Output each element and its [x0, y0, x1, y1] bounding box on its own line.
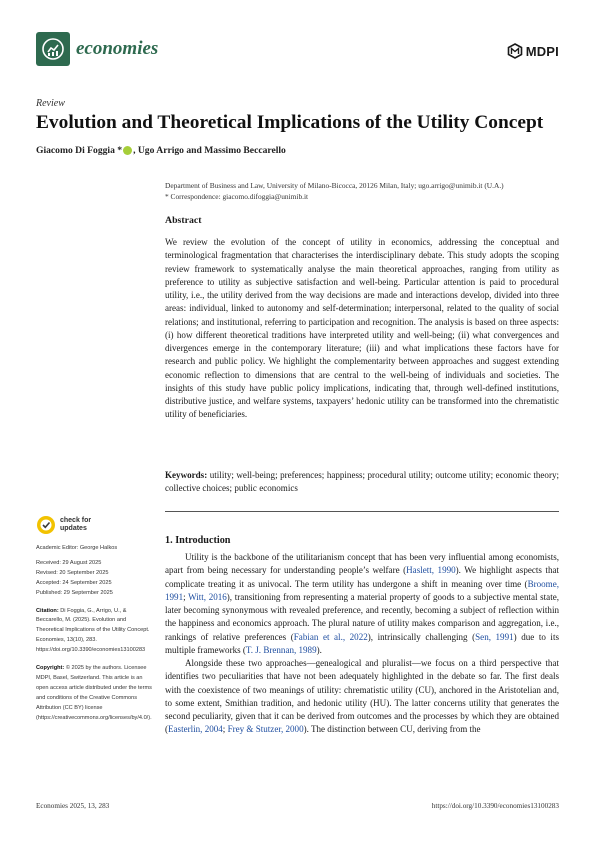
copyright-block — [36, 664, 154, 723]
citation-link[interactable]: Broome, 1991 — [165, 578, 559, 602]
paragraph — [165, 657, 559, 737]
section-body — [165, 551, 559, 737]
text-run: ), intrinsically challenging ( — [367, 631, 476, 642]
abstract-heading: Abstract — [165, 215, 202, 226]
text-run: ) due to its multiple frameworks ( — [165, 631, 559, 655]
citation-link[interactable]: T. J. Brennan, 1989 — [245, 644, 317, 655]
author-list — [36, 145, 286, 156]
author-name[interactable]: Giacomo Di Foggia * — [36, 145, 123, 156]
citation-link[interactable]: Sen, 1991 — [475, 631, 514, 642]
mdpi-logo — [507, 38, 559, 64]
paragraph — [165, 551, 559, 657]
text-run: ; — [183, 591, 189, 602]
check-updates-line2: updates — [60, 525, 87, 532]
check-updates-line1: check for — [60, 517, 92, 524]
correspondence-line: * Correspondence: giacomo.difoggia@unimib.it — [165, 192, 309, 201]
journal-header — [36, 30, 559, 74]
text-run: Alongside these two approaches—genealogical and pluralist—we focus on a third perspective that identifies two peculiarities that have not been adequately highlighted in the debate so far. The first deals with the coexistence of two meanings of utility: chrematistic utility (CU), anchored in the Aristotelian and, to some extent, Smithian tradition, and hedonic utility (HU). The latter concerns utility that generates the second peculiarity, given that it can be derived from outcomes and the processes by which they are obtained ( — [165, 658, 559, 735]
section-heading: 1. Introduction — [165, 535, 231, 546]
citation-link[interactable]: Easterlin, 2004 — [168, 724, 223, 735]
text-run: ). — [316, 644, 322, 655]
article-info-sidebar — [36, 544, 154, 724]
citation-block — [36, 607, 154, 657]
keywords-label: Keywords: — [165, 470, 208, 480]
text-run: ). We highlight aspects that complicate treating it as univocal. The term utility has undergone a shift in meaning over time ( — [165, 565, 559, 589]
affiliation-line: Department of Business and Law, University of Milano-Bicocca, 20126 Milan, Italy; ugo.arrigo@unimib.it (U.A.) — [165, 181, 504, 190]
article-title: Evolution and Theoretical Implications of the Utility Concept — [36, 112, 544, 133]
academic-editor: Academic Editor: George Halkos — [36, 545, 118, 551]
publisher-name: MDPI — [525, 43, 559, 59]
copyright-text: © 2025 by the authors. Licensee MDPI, Basel, Switzerland. This article is an open access article distributed under the terms and conditions of the Creative Commons Attribution (CC BY) license (https://creativecommons.org/licenses/by/4.0/). — [36, 665, 152, 721]
citation-link[interactable]: Haslett, 1990 — [406, 565, 456, 576]
text-run: Utility is the backbone of the utilitarianism concept that has been very influential among economists, apart from being necessary for understanding people’s welfare ( — [165, 552, 559, 576]
orcid-icon[interactable] — [123, 146, 132, 155]
date-published: Published: 29 September 2025 — [36, 589, 113, 596]
mdpi-logo-icon — [507, 43, 523, 59]
journal-name: economies — [76, 38, 159, 59]
check-for-updates-button[interactable] — [36, 514, 116, 536]
citation-label: Citation: — [36, 607, 59, 614]
date-accepted: Accepted: 24 September 2025 — [36, 579, 112, 586]
abstract-text: We review the evolution of the concept of utility in economics, addressing the conceptual and terminological fragmentation that characterises the interdisciplinary debate. This study adopts the scoping review framework to systematically analyse the main theoretical approaches, ranging from utility as preference to utility as subjective satisfaction and well-being. Particular attention is paid to procedural utility, i.e., the utility derived from the way decisions are made and interactions develop, divided into three areas: individual, linked to autonomy and self-determination; interpersonal, related to the quality of social relations; and institutional, referring to participation and recognition. The analysis is based on three aspects: (i) how different theoretical traditions have interpreted utility and well-being; (ii) what convergences and divergences emerge in the contemporary literature; (iii) and what implications these factors have for research and public policy. We highlight the complementarity between approaches and suggest extending economic reflection to dimensions that are central to the well-being of individuals and societies. The insights of this study have public policy implications, indicating that, through well-defined institutions, distributive justice, and welfare systems, taxpayers’ hedonic utility can be transformed into the chrematistic utility of beneficiaries. — [165, 237, 559, 420]
keywords-text: utility; well-being; preferences; happiness; procedural utility; outcome utility; economic theory; collective choices; public economics — [165, 470, 559, 494]
affiliations — [165, 180, 560, 202]
date-received: Received: 29 August 2025 — [36, 559, 102, 566]
citation-link[interactable]: Frey & Stutzer, 2000 — [227, 724, 304, 735]
article-dates — [36, 559, 154, 599]
text-run: ). The distinction between CU, deriving from the — [303, 724, 481, 735]
citation-link[interactable]: Fabian et al., 2022 — [293, 631, 368, 642]
citation-text[interactable]: Di Foggia, G., Arrigo, U., & Beccarello, M. (2025). Evolution and Theoretical Implications of the Utility Concept. Economies, 13(10), 283. https://doi.org/10.3390/economies13100283 — [36, 607, 150, 654]
check-updates-icon — [36, 515, 56, 535]
text-run: ; — [222, 724, 228, 735]
text-run: ), transitioning from representing a material property of goods to a subjective mental state, later becoming synonymous with revealed preference, and recently, becoming a subject of reflection within the happiness and economics approach. The plural nature of utility makes comparison and aggregation, i.e., rankings of relative preferences ( — [165, 591, 559, 642]
author-names[interactable]: , Ugo Arrigo and Massimo Beccarello — [133, 145, 286, 156]
footer-doi-link[interactable]: https://doi.org/10.3390/economies13100283 — [431, 802, 559, 810]
citation-link[interactable]: Witt, 2016 — [188, 591, 227, 602]
page-footer — [36, 802, 559, 814]
divider — [165, 511, 559, 512]
article-type: Review — [36, 98, 65, 109]
footer-journal-info: Economies 2025, 13, 283 — [36, 802, 110, 810]
journal-logo-icon — [36, 32, 70, 66]
copyright-label: Copyright: — [36, 665, 65, 672]
date-revised: Revised: 20 September 2025 — [36, 569, 109, 576]
keywords — [165, 469, 559, 496]
